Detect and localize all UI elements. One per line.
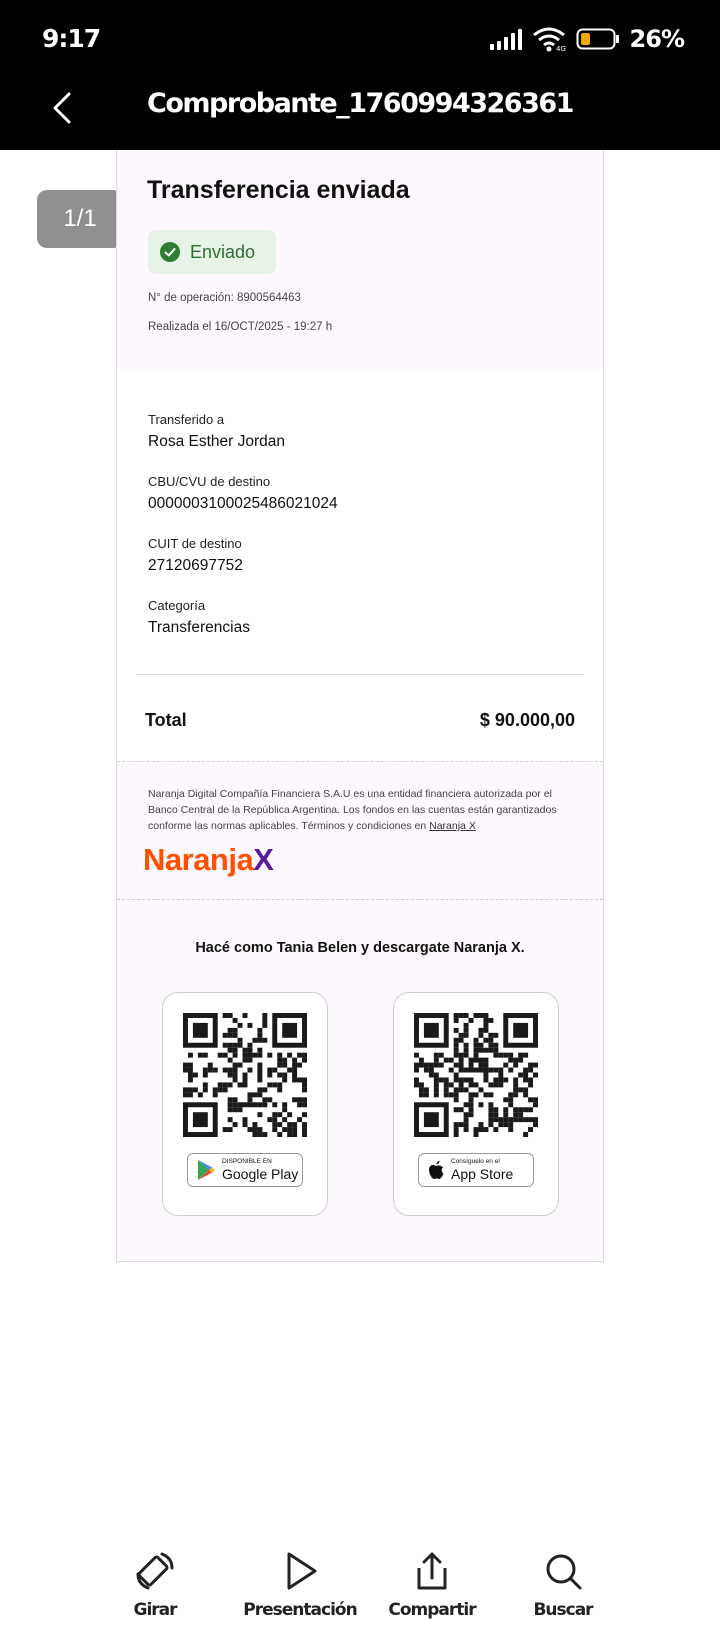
status-badge-label: Enviado xyxy=(190,241,256,262)
google-play-button[interactable] xyxy=(187,1153,303,1187)
terms-link[interactable]: Naranja X xyxy=(429,820,476,832)
field-label: CBU/CVU de destino xyxy=(148,474,271,489)
app-store-card xyxy=(393,992,559,1216)
download-title: Hacé como Tania Belen y descargate Naranja X. xyxy=(195,940,525,956)
field-label: CUIT de destino xyxy=(148,536,242,551)
divider xyxy=(136,674,584,675)
battery-icon xyxy=(576,28,620,50)
play-icon xyxy=(279,1550,321,1592)
bottom-toolbar xyxy=(0,1540,720,1640)
field-cbu xyxy=(148,474,338,513)
rotate-button[interactable] xyxy=(95,1550,215,1620)
search-label: Buscar xyxy=(533,1600,593,1620)
svg-text:4G: 4G xyxy=(555,45,566,52)
field-recipient xyxy=(148,412,285,451)
receipt-details xyxy=(117,370,603,682)
total-label: Total xyxy=(145,710,187,730)
check-circle-icon xyxy=(160,242,180,262)
google-play-card xyxy=(162,992,328,1216)
google-play-label: Google Play xyxy=(222,1166,299,1182)
presentation-label: Presentación xyxy=(243,1600,357,1620)
receipt-title: Transferencia enviada xyxy=(147,176,410,204)
field-value: Transferencias xyxy=(148,619,250,636)
apple-icon xyxy=(427,1159,445,1181)
legal-text xyxy=(148,786,573,834)
brand-name: Naranja xyxy=(143,842,254,877)
share-label: Compartir xyxy=(388,1600,476,1620)
receipt-page xyxy=(116,150,604,1262)
download-section xyxy=(117,900,603,1262)
field-category xyxy=(148,598,250,637)
back-button[interactable] xyxy=(44,86,80,130)
search-icon xyxy=(542,1550,584,1592)
app-store-small: Consíguelo en el xyxy=(451,1158,500,1165)
share-icon xyxy=(411,1550,453,1592)
field-value: Rosa Esther Jordan xyxy=(148,433,285,450)
wifi-icon xyxy=(532,26,566,52)
document-title: Comprobante_1760994326361 xyxy=(147,88,573,119)
naranja-x-logo xyxy=(143,842,273,878)
status-time: 9:17 xyxy=(42,24,101,53)
status-icons xyxy=(490,22,684,56)
field-cuit xyxy=(148,536,243,575)
qr-code-icon xyxy=(183,1013,307,1137)
field-label: Categoría xyxy=(148,598,206,613)
back-arrow-icon xyxy=(51,91,73,125)
legal-body: Naranja Digital Compañía Financiera S.A.U es una entidad financiera autorizada por el Banco Central de la República Argentina. Los fondos en las cuentas están garantizados conforme las normas aplicables. Términos y condiciones en xyxy=(148,788,557,832)
search-button[interactable] xyxy=(503,1550,623,1620)
field-label: Transferido a xyxy=(148,412,225,427)
google-play-small: DISPONIBLE EN xyxy=(222,1158,272,1165)
total-row xyxy=(117,682,603,762)
page-indicator: 1/1 xyxy=(37,190,123,248)
operation-date: Realizada el 16/OCT/2025 - 19:27 h xyxy=(148,321,333,333)
rotate-icon xyxy=(134,1550,176,1592)
total-amount: $ 90.000,00 xyxy=(479,710,575,730)
app-store-button[interactable] xyxy=(418,1153,534,1187)
receipt-header xyxy=(117,150,603,370)
app-store-label: App Store xyxy=(451,1166,514,1182)
brand-suffix: X xyxy=(253,842,274,877)
qr-code-icon xyxy=(414,1013,538,1137)
field-value: 27120697752 xyxy=(148,557,243,574)
share-button[interactable] xyxy=(372,1550,492,1620)
signal-icon xyxy=(490,28,522,50)
google-play-icon xyxy=(196,1159,216,1181)
legal-section xyxy=(117,762,603,900)
operation-number: N° de operación: 8900564463 xyxy=(148,292,301,304)
field-value: 0000003100025486021024 xyxy=(148,495,338,512)
top-bar xyxy=(0,0,720,150)
battery-percent: 26% xyxy=(629,25,684,53)
presentation-button[interactable] xyxy=(240,1550,360,1620)
rotate-label: Girar xyxy=(133,1600,177,1620)
status-badge xyxy=(148,230,276,274)
